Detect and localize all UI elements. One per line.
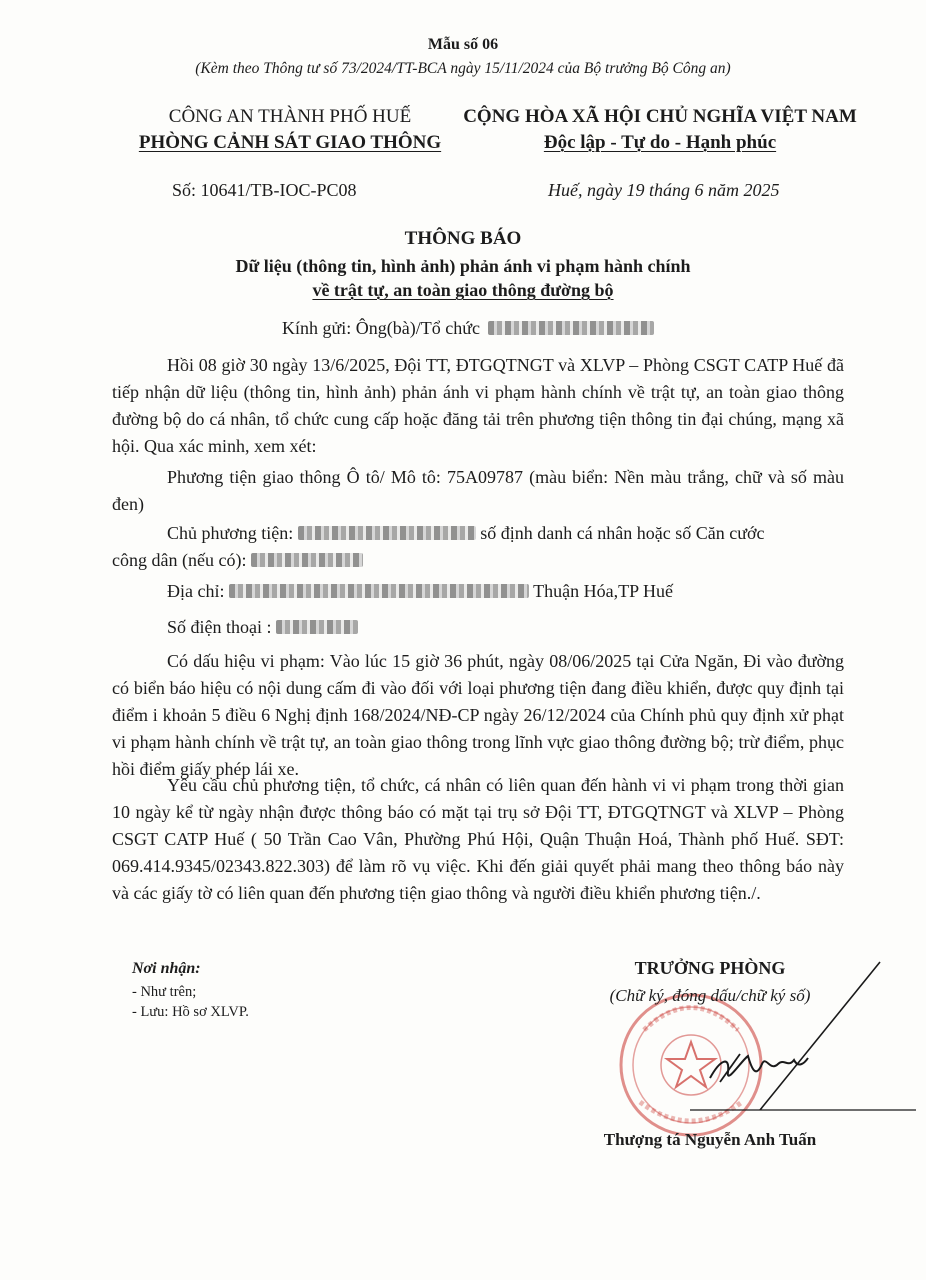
vehicle-line: Phương tiện giao thông Ô tô/ Mô tô: 75A09787 (màu biển: Nền màu trắng, chữ và số màu đen): [112, 467, 844, 514]
form-number: Mẫu số 06: [427, 36, 499, 53]
owner-id-label: số định danh cá nhân hoặc số Căn cước: [480, 523, 765, 543]
address-line: [112, 578, 844, 605]
recipients-title: Nơi nhận:: [132, 960, 201, 977]
address-suffix: Thuận Hóa,TP Huế: [533, 581, 673, 601]
recipient-label: Kính gửi: Ông(bà)/Tổ chức: [282, 318, 480, 338]
paragraph-request: Yêu cầu chủ phương tiện, tổ chức, cá nhân có liên quan đến hành vi vi phạm trong thời gian 10 ngày kể từ ngày nhận được thông báo có mặt tại trụ sở Đội TT, ĐTGQTNGT và XLVP – Phòng CSGT CATP Huế ( 50 Trần Cao Vân, Phường Phú Hội, Quận Thuận Hoá, Thành phố Huế. SĐT: 069.414.9345/02343.822.303) để làm rõ vụ việc. Khi đến giải quyết phải mang theo thông báo này và các giấy tờ có liên quan đến phương tiện giao thông và người điều khiển phương tiện./.: [112, 775, 844, 903]
place-date: Huế, ngày 19 tháng 6 năm 2025: [548, 180, 780, 200]
address-label: Địa chỉ:: [167, 581, 225, 601]
signature-note: (Chữ ký, đóng dấu/chữ ký số): [609, 986, 811, 1005]
signer-name: Thượng tá Nguyễn Anh Tuấn: [603, 1130, 817, 1149]
redacted-owner-id: [251, 553, 363, 567]
form-reference: (Kèm theo Thông tư số 73/2024/TT-BCA ngày 15/11/2024 của Bộ trưởng Bộ Công an): [195, 60, 731, 77]
owner-block: [112, 520, 844, 574]
owner-id-label2: công dân (nếu có):: [112, 550, 247, 570]
signer-title: TRƯỞNG PHÒNG: [634, 958, 786, 978]
phone-label: Số điện thoại :: [167, 617, 272, 637]
recipient-item: - Lưu: Hồ sơ XLVP.: [132, 1004, 249, 1020]
phone-line: [112, 614, 844, 641]
recipient-item: - Như trên;: [132, 984, 197, 1000]
redacted-phone: [276, 620, 358, 634]
header-left-line1: CÔNG AN THÀNH PHỐ HUẾ: [168, 106, 412, 127]
paragraph-intro: Hồi 08 giờ 30 ngày 13/6/2025, Đội TT, ĐTGQTNGT và XLVP – Phòng CSGT CATP Huế đã tiếp nhận dữ liệu (thông tin, hình ảnh) phản ánh vi phạm hành chính về trật tự, an toàn giao thông đường bộ do cá nhân, tổ chức cung cấp hoặc đăng tải trên phương tiện thông tin đại chúng, mạng xã hội. Qua xác minh, xem xét:: [112, 355, 844, 456]
handwritten-signature-icon: [690, 960, 920, 1120]
header-right-line2: Độc lập - Tự do - Hạnh phúc: [543, 132, 777, 153]
owner-label: Chủ phương tiện:: [167, 523, 294, 543]
document-title: THÔNG BÁO: [404, 228, 522, 249]
header-left-line2: PHÒNG CẢNH SÁT GIAO THÔNG: [138, 132, 442, 153]
redacted-owner-name: [298, 526, 476, 540]
document-number: Số: 10641/TB-IOC-PC08: [172, 180, 357, 200]
redacted-address: [229, 584, 529, 598]
paragraph-violation: Có dấu hiệu vi phạm: Vào lúc 15 giờ 36 phút, ngày 08/06/2025 tại Cửa Ngăn, Đi vào đường có biển báo hiệu có nội dung cấm đi vào đối với loại phương tiện đang điều khiển, được quy định tại điểm i khoản 5 điều 6 Nghị định 168/2024/NĐ-CP ngày 26/12/2024 của Chính phủ quy định xử phạt vi phạm hành chính về trật tự, an toàn giao thông trong lĩnh vực giao thông đường bộ; trừ điểm, phục hồi điểm giấy phép lái xe.: [112, 651, 844, 779]
header-right-line1: CỘNG HÒA XÃ HỘI CHỦ NGHĨA VIỆT NAM: [463, 106, 857, 127]
subtitle-line1: Dữ liệu (thông tin, hình ảnh) phản ánh vi phạm hành chính: [235, 256, 691, 276]
recipient-line: [282, 318, 654, 339]
subtitle-line2: về trật tự, an toàn giao thông đường bộ: [312, 280, 614, 300]
redacted-recipient: [488, 321, 654, 335]
